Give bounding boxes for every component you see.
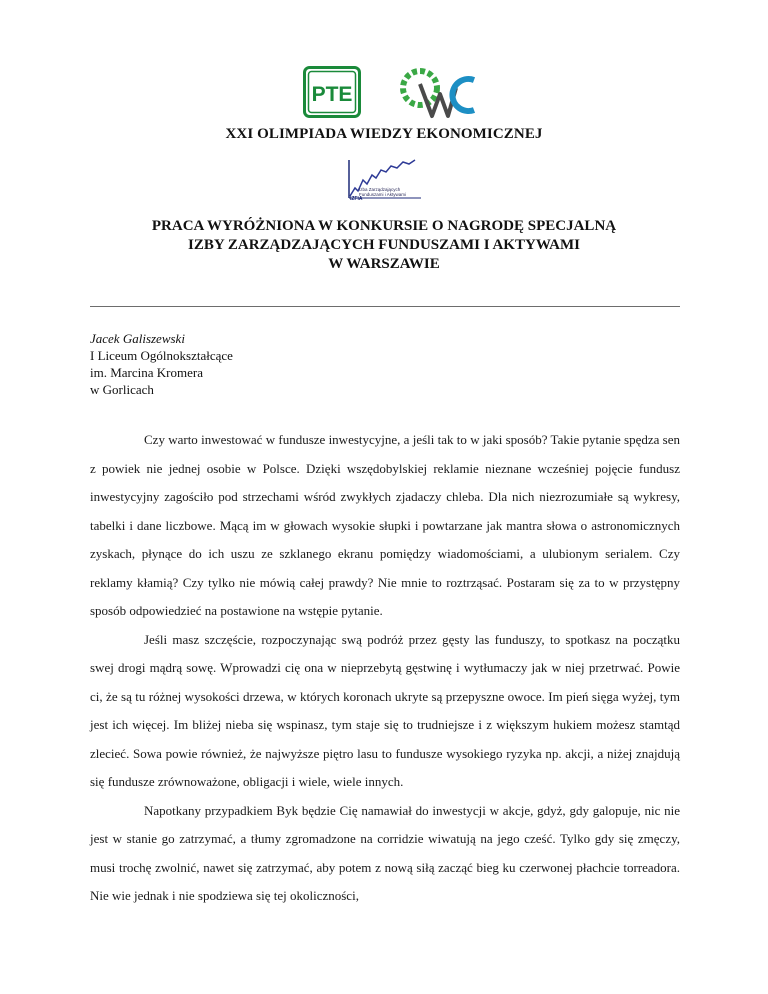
essay-body xyxy=(90,426,680,911)
author-school-line1: I Liceum Ogólnokształcące xyxy=(90,348,233,363)
essay-paragraph: Czy warto inwestować w fundusze inwestycyjne, a jeśli tak to w jaki sposób? Takie pytanie spędza sen z powiek nie jednej osobie w Polsce. Dzięki wszędobylskiej reklamie nieznane wcześniej pojęcie fundusz inwestycyjny zagościło pod strzechami wśród zwykłych zjadaczy chleba. Dla nich niezrozumiałe są wykresy, tabelki i dane liczbowe. Mącą im w głowach wysokie słupki i powtarzane jak mantra słowa o astronomicznych zyskach, płynące do ich uszu ze szklanego ekranu pomiędzy wiadomościami, a ulubionym serialem. Czy reklamy kłamią? Czy tylko nie mówią całej prawdy? Nie mnie to roztrząsać. Postaram się za to w przystępny sposób odpowiedzieć na postawione na wstępie pytanie. xyxy=(90,432,680,618)
essay-paragraph: Napotkany przypadkiem Byk będzie Cię namawiał do inwestycji w akcje, gdyż, gdy galopuje, nic nie jest w stanie go zatrzymać, a tłumy zgromadzone na corridzie wiwatują na jego cześć. Tylko gdy się zmęczy, musi trochę zwolnić, nawet się zatrzymać, aby potem z nową siłą zacząć bieg ku czerwonej płachcie torreadora. Nie wie jednak i nie spodziewa się tej okoliczności, xyxy=(90,802,680,903)
award-title-line1: PRACA WYRÓŻNIONA W KONKURSIE O NAGRODĘ SPECJALNĄ xyxy=(151,218,617,234)
award-title-line3: W WARSZAWIE xyxy=(328,256,440,272)
izfia-logo xyxy=(345,158,423,200)
olympiad-title: XXI OLIMPIADA WIEDZY EKONOMICZNEJ xyxy=(225,126,543,142)
pte-logo xyxy=(303,66,361,118)
pte-logo-text: PTE xyxy=(311,83,353,106)
logos-row xyxy=(0,66,768,122)
author-school-line3: w Gorlicach xyxy=(90,382,154,397)
izfia-logo-abbr: IZFiA xyxy=(350,196,363,200)
section-divider xyxy=(90,306,680,307)
owe-logo-text: OWE xyxy=(436,123,440,124)
izfia-logo-line2: Funduszami i Aktywami xyxy=(359,192,407,197)
author-name: Jacek Galiszewski xyxy=(90,331,185,346)
owe-logo xyxy=(398,66,478,124)
izfia-logo-line1: Izba Zarządzających xyxy=(359,187,401,192)
essay-paragraph: Jeśli masz szczęście, rozpoczynając swą podróż przez gęsty las funduszy, to spotkasz na początku swej drogi mądrą sowę. Wprowadzi cię ona w nieprzebytą gęstwinę i wytłumaczy jak w niej przetrwać. Powie ci, że są tu różnej wysokości drzewa, w których koronach ukryte są przepyszne owoce. Im pień sięga wyżej, tym jest ich więcej. Im bliżej nieba się wspinasz, tym staje się to trudniejsze i z większym hukiem możesz stamtąd zlecieć. Sowa powie również, że najwyższe piętro lasu to fundusze wysokiego ryzyka np. akcji, a niżej znajdują się fundusze zrównoważone, obligacji i wiele, wiele innych. xyxy=(90,631,680,789)
award-title xyxy=(0,217,768,274)
author-school-line2: im. Marcina Kromera xyxy=(90,365,203,380)
author-block xyxy=(90,330,233,398)
award-title-line2: IZBY ZARZĄDZAJĄCYCH FUNDUSZAMI I AKTYWAMI xyxy=(188,237,580,253)
